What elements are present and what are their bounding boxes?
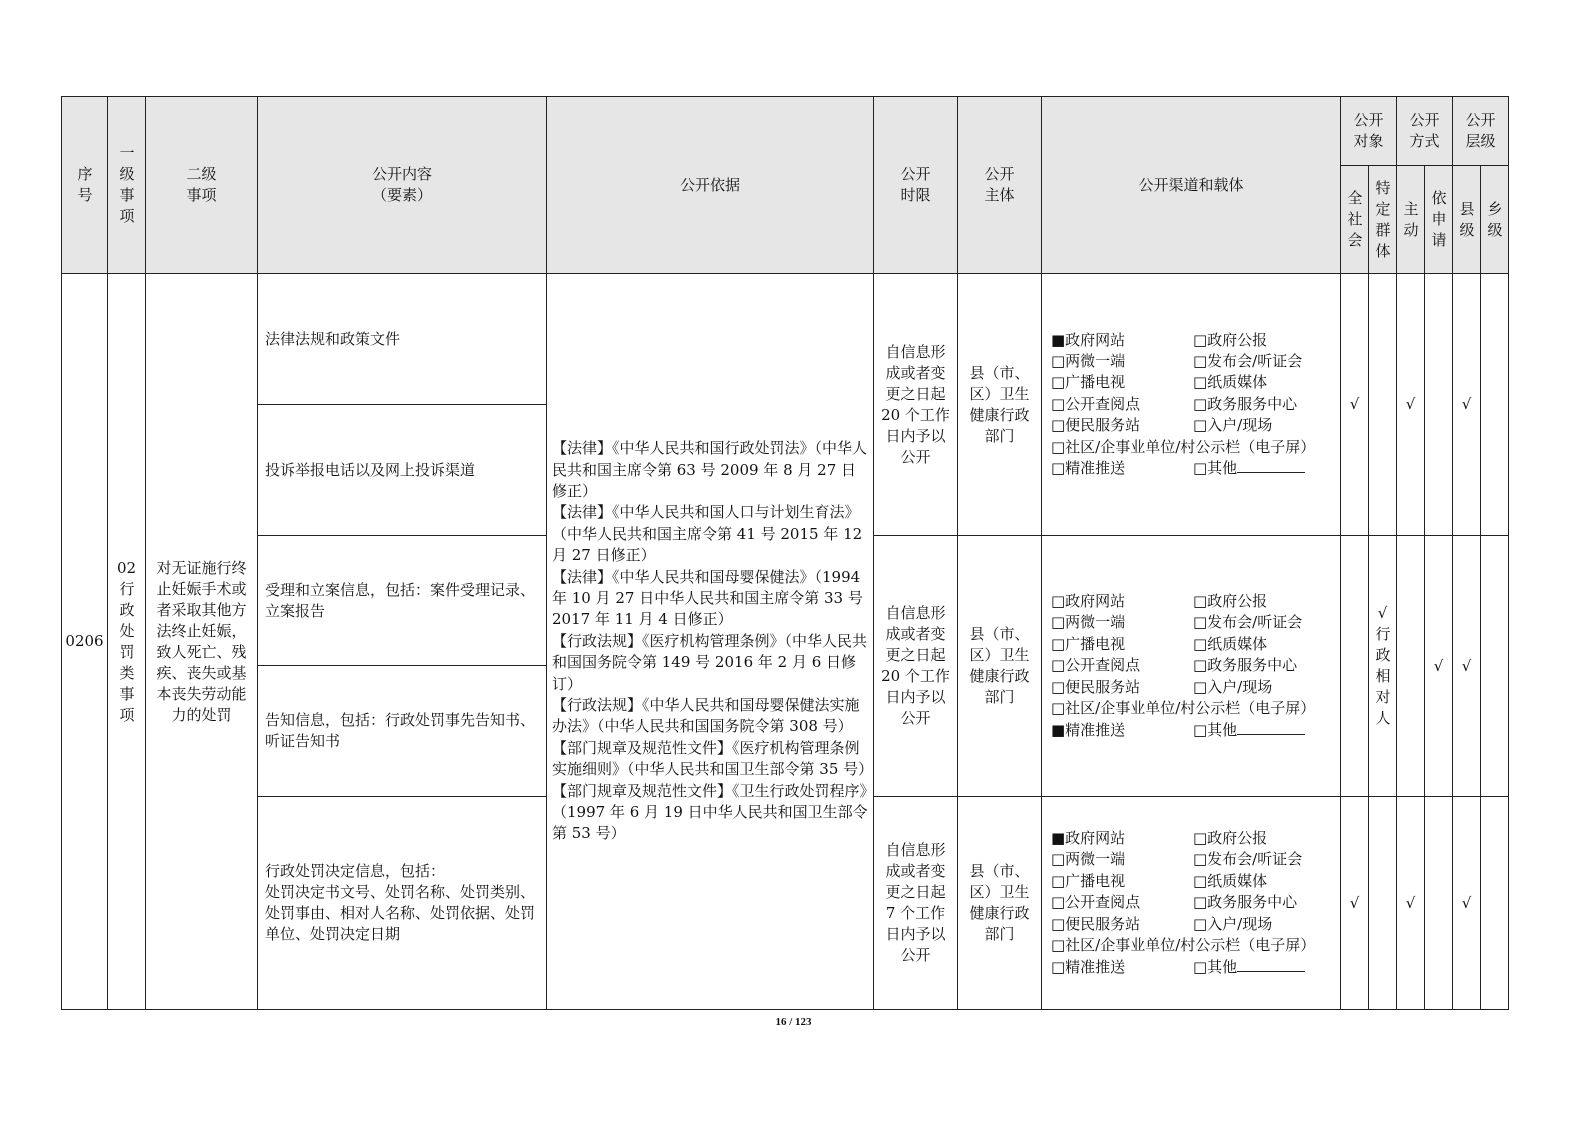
header-level-town: 乡级 — [1481, 166, 1509, 274]
channel-gov-gazette: □政府公报 — [1193, 330, 1268, 349]
row-seq: 0206 — [62, 274, 108, 1010]
channel-service-center: □政务服务中心 — [1193, 893, 1298, 912]
header-target-specific: 特定群体 — [1369, 166, 1397, 274]
channel-press: □发布会/听证会 — [1193, 351, 1303, 370]
subject-1: 县（市、区）卫生健康行政部门 — [958, 274, 1042, 536]
basis-cell — [547, 274, 874, 1010]
basis-entry: 【行政法规】《中华人民共和国母婴保健法实施办法》（中华人民共和国国务院令第 308 号） — [552, 696, 860, 736]
header-method-active: 主动 — [1397, 166, 1425, 274]
channel-convenience: □便民服务站 — [1051, 914, 1141, 933]
method-active-2 — [1397, 536, 1425, 797]
header-time-limit: 公开时限 — [874, 97, 958, 274]
method-request-3 — [1425, 797, 1453, 1010]
basis-entry: 【法律】《中华人民共和国人口与计划生育法》（中华人民共和国主席令第 41 号 2015 年 12 月 27 日修正） — [552, 503, 863, 565]
method-request-2: √ — [1425, 536, 1453, 797]
disclosure-table — [61, 96, 1509, 1010]
subject-2: 县（市、区）卫生健康行政部门 — [958, 536, 1042, 797]
basis-entry: 【法律】《中华人民共和国母婴保健法》（1994 年 10 月 27 日中华人民共和国主席令第 33 号 2017 年 11 月 4 日修正） — [552, 567, 863, 629]
channel-convenience: □便民服务站 — [1051, 416, 1141, 435]
content-item-1: 法律法规和政策文件 — [258, 274, 547, 405]
channel-bulletin: □社区/企事业单位/村公示栏（电子屏） — [1051, 437, 1316, 456]
header-method-request: 依申请 — [1425, 166, 1453, 274]
channel-household: □入户/现场 — [1193, 416, 1273, 435]
channel-reading-point: □公开查阅点 — [1051, 394, 1141, 413]
channels-3 — [1042, 797, 1341, 1010]
channel-gov-site: □政府网站 — [1051, 592, 1126, 611]
channel-service-center: □政务服务中心 — [1193, 656, 1298, 675]
content-item-3: 受理和立案信息，包括：案件受理记录、立案报告 — [258, 536, 547, 666]
header-target-group: 公开对象 — [1341, 97, 1397, 166]
level-town-1 — [1481, 274, 1509, 536]
page-number: 16 / 123 — [775, 1016, 812, 1028]
header-content-line1: 公开内容 — [371, 165, 432, 183]
channel-bulletin: □社区/企事业单位/村公示栏（电子屏） — [1051, 699, 1316, 718]
level-county-3: √ — [1453, 797, 1481, 1010]
row-level1 — [108, 274, 146, 1010]
channel-household: □入户/现场 — [1193, 914, 1273, 933]
content-item-2: 投诉举报电话以及网上投诉渠道 — [258, 405, 547, 536]
basis-entry: 【部门规章及规范性文件】《卫生行政处罚程序》（1997 年 6 月 19 日中华人民共和国卫生部令第 53 号） — [552, 781, 868, 843]
channel-radio-tv: □广播电视 — [1051, 634, 1126, 653]
channel-gov-site: ■政府网站 — [1051, 330, 1126, 349]
target-specific-text: 行政相对人 — [1375, 625, 1391, 727]
time-limit-3: 自信息形成或者变更之日起 7 个工作日内予以公开 — [874, 797, 958, 1010]
channel-bulletin: □社区/企事业单位/村公示栏（电子屏） — [1051, 936, 1316, 955]
method-request-1 — [1425, 274, 1453, 536]
channels-1 — [1042, 274, 1341, 536]
level-town-3 — [1481, 797, 1509, 1010]
target-all-1: √ — [1341, 274, 1369, 536]
header-basis: 公开依据 — [547, 97, 874, 274]
channel-press: □发布会/听证会 — [1193, 850, 1303, 869]
header-seq: 序号 — [62, 97, 108, 274]
channel-other: □其他 — [1193, 458, 1343, 479]
header-level-county: 县级 — [1453, 166, 1481, 274]
target-specific-2 — [1369, 536, 1397, 797]
target-all-2 — [1341, 536, 1369, 797]
time-limit-2: 自信息形成或者变更之日起 20 个工作日内予以公开 — [874, 536, 958, 797]
target-all-3: √ — [1341, 797, 1369, 1010]
channel-paper: □纸质媒体 — [1193, 373, 1268, 392]
header-level2: 二级事项 — [146, 97, 258, 274]
channel-gov-gazette: □政府公报 — [1193, 829, 1268, 848]
channel-weibo-wechat: □两微一端 — [1051, 613, 1126, 632]
channel-service-center: □政务服务中心 — [1193, 394, 1298, 413]
header-subject: 公开主体 — [958, 97, 1042, 274]
subject-3: 县（市、区）卫生健康行政部门 — [958, 797, 1042, 1010]
channel-push: □精准推送 — [1051, 957, 1126, 976]
row-level1-num: 02 — [116, 558, 137, 577]
time-limit-1: 自信息形成或者变更之日起 20 个工作日内予以公开 — [874, 274, 958, 536]
header-level1: 一级事项 — [108, 97, 146, 274]
header-target-all: 全社会 — [1341, 166, 1369, 274]
level-town-2 — [1481, 536, 1509, 797]
level-county-1: √ — [1453, 274, 1481, 536]
channel-press: □发布会/听证会 — [1193, 613, 1303, 632]
target-specific-3 — [1369, 797, 1397, 1010]
channel-push: ■精准推送 — [1051, 720, 1126, 739]
header-method-group: 公开方式 — [1397, 97, 1453, 166]
row-level2: 对无证施行终止妊娠手术或者采取其他方法终止妊娠，致人死亡、残疾、丧失或基本丧失劳动能力的处罚 — [146, 274, 258, 1010]
method-active-1: √ — [1397, 274, 1425, 536]
channel-weibo-wechat: □两微一端 — [1051, 850, 1126, 869]
channel-radio-tv: □广播电视 — [1051, 871, 1126, 890]
channel-gov-gazette: □政府公报 — [1193, 592, 1268, 611]
channel-household: □入户/现场 — [1193, 677, 1273, 696]
content-item-4: 告知信息，包括：行政处罚事先告知书、听证告知书 — [258, 666, 547, 797]
channel-reading-point: □公开查阅点 — [1051, 893, 1141, 912]
target-specific-1 — [1369, 274, 1397, 536]
channel-other: □其他 — [1193, 720, 1343, 741]
content-item-5: 行政处罚决定信息，包括： 处罚决定书文号、处罚名称、处罚类别、处罚事由、相对人名称、处罚依据、处罚单位、处罚决定日期 — [258, 797, 547, 1010]
basis-entry: 【法律】《中华人民共和国行政处罚法》（中华人民共和国主席令第 63 号 2009 年 8 月 27 日修正） — [552, 439, 868, 500]
row-level1-text: 行政处罚类事项 — [119, 579, 135, 724]
channel-push: □精准推送 — [1051, 459, 1126, 478]
header-level-group: 公开层级 — [1453, 97, 1509, 166]
method-active-3: √ — [1397, 797, 1425, 1010]
header-channels: 公开渠道和载体 — [1042, 97, 1341, 274]
header-content — [258, 97, 547, 274]
channel-other: □其他 — [1193, 957, 1343, 978]
target-specific-check: √ — [1377, 604, 1388, 622]
channel-weibo-wechat: □两微一端 — [1051, 351, 1126, 370]
channel-convenience: □便民服务站 — [1051, 677, 1141, 696]
channel-reading-point: □公开查阅点 — [1051, 656, 1141, 675]
channel-paper: □纸质媒体 — [1193, 871, 1268, 890]
channel-radio-tv: □广播电视 — [1051, 373, 1126, 392]
basis-entry: 【行政法规】《医疗机构管理条例》（中华人民共和国国务院令第 149 号 2016 年 2 月 6 日修订） — [552, 631, 868, 693]
channels-2 — [1042, 536, 1341, 797]
basis-entry: 【部门规章及规范性文件】《医疗机构管理条例实施细则》（中华人民共和国卫生部令第 35 号） — [552, 738, 874, 779]
channel-paper: □纸质媒体 — [1193, 634, 1268, 653]
level-county-2: √ — [1453, 536, 1481, 797]
header-content-line2: （要素） — [371, 186, 432, 204]
channel-gov-site: ■政府网站 — [1051, 829, 1126, 848]
